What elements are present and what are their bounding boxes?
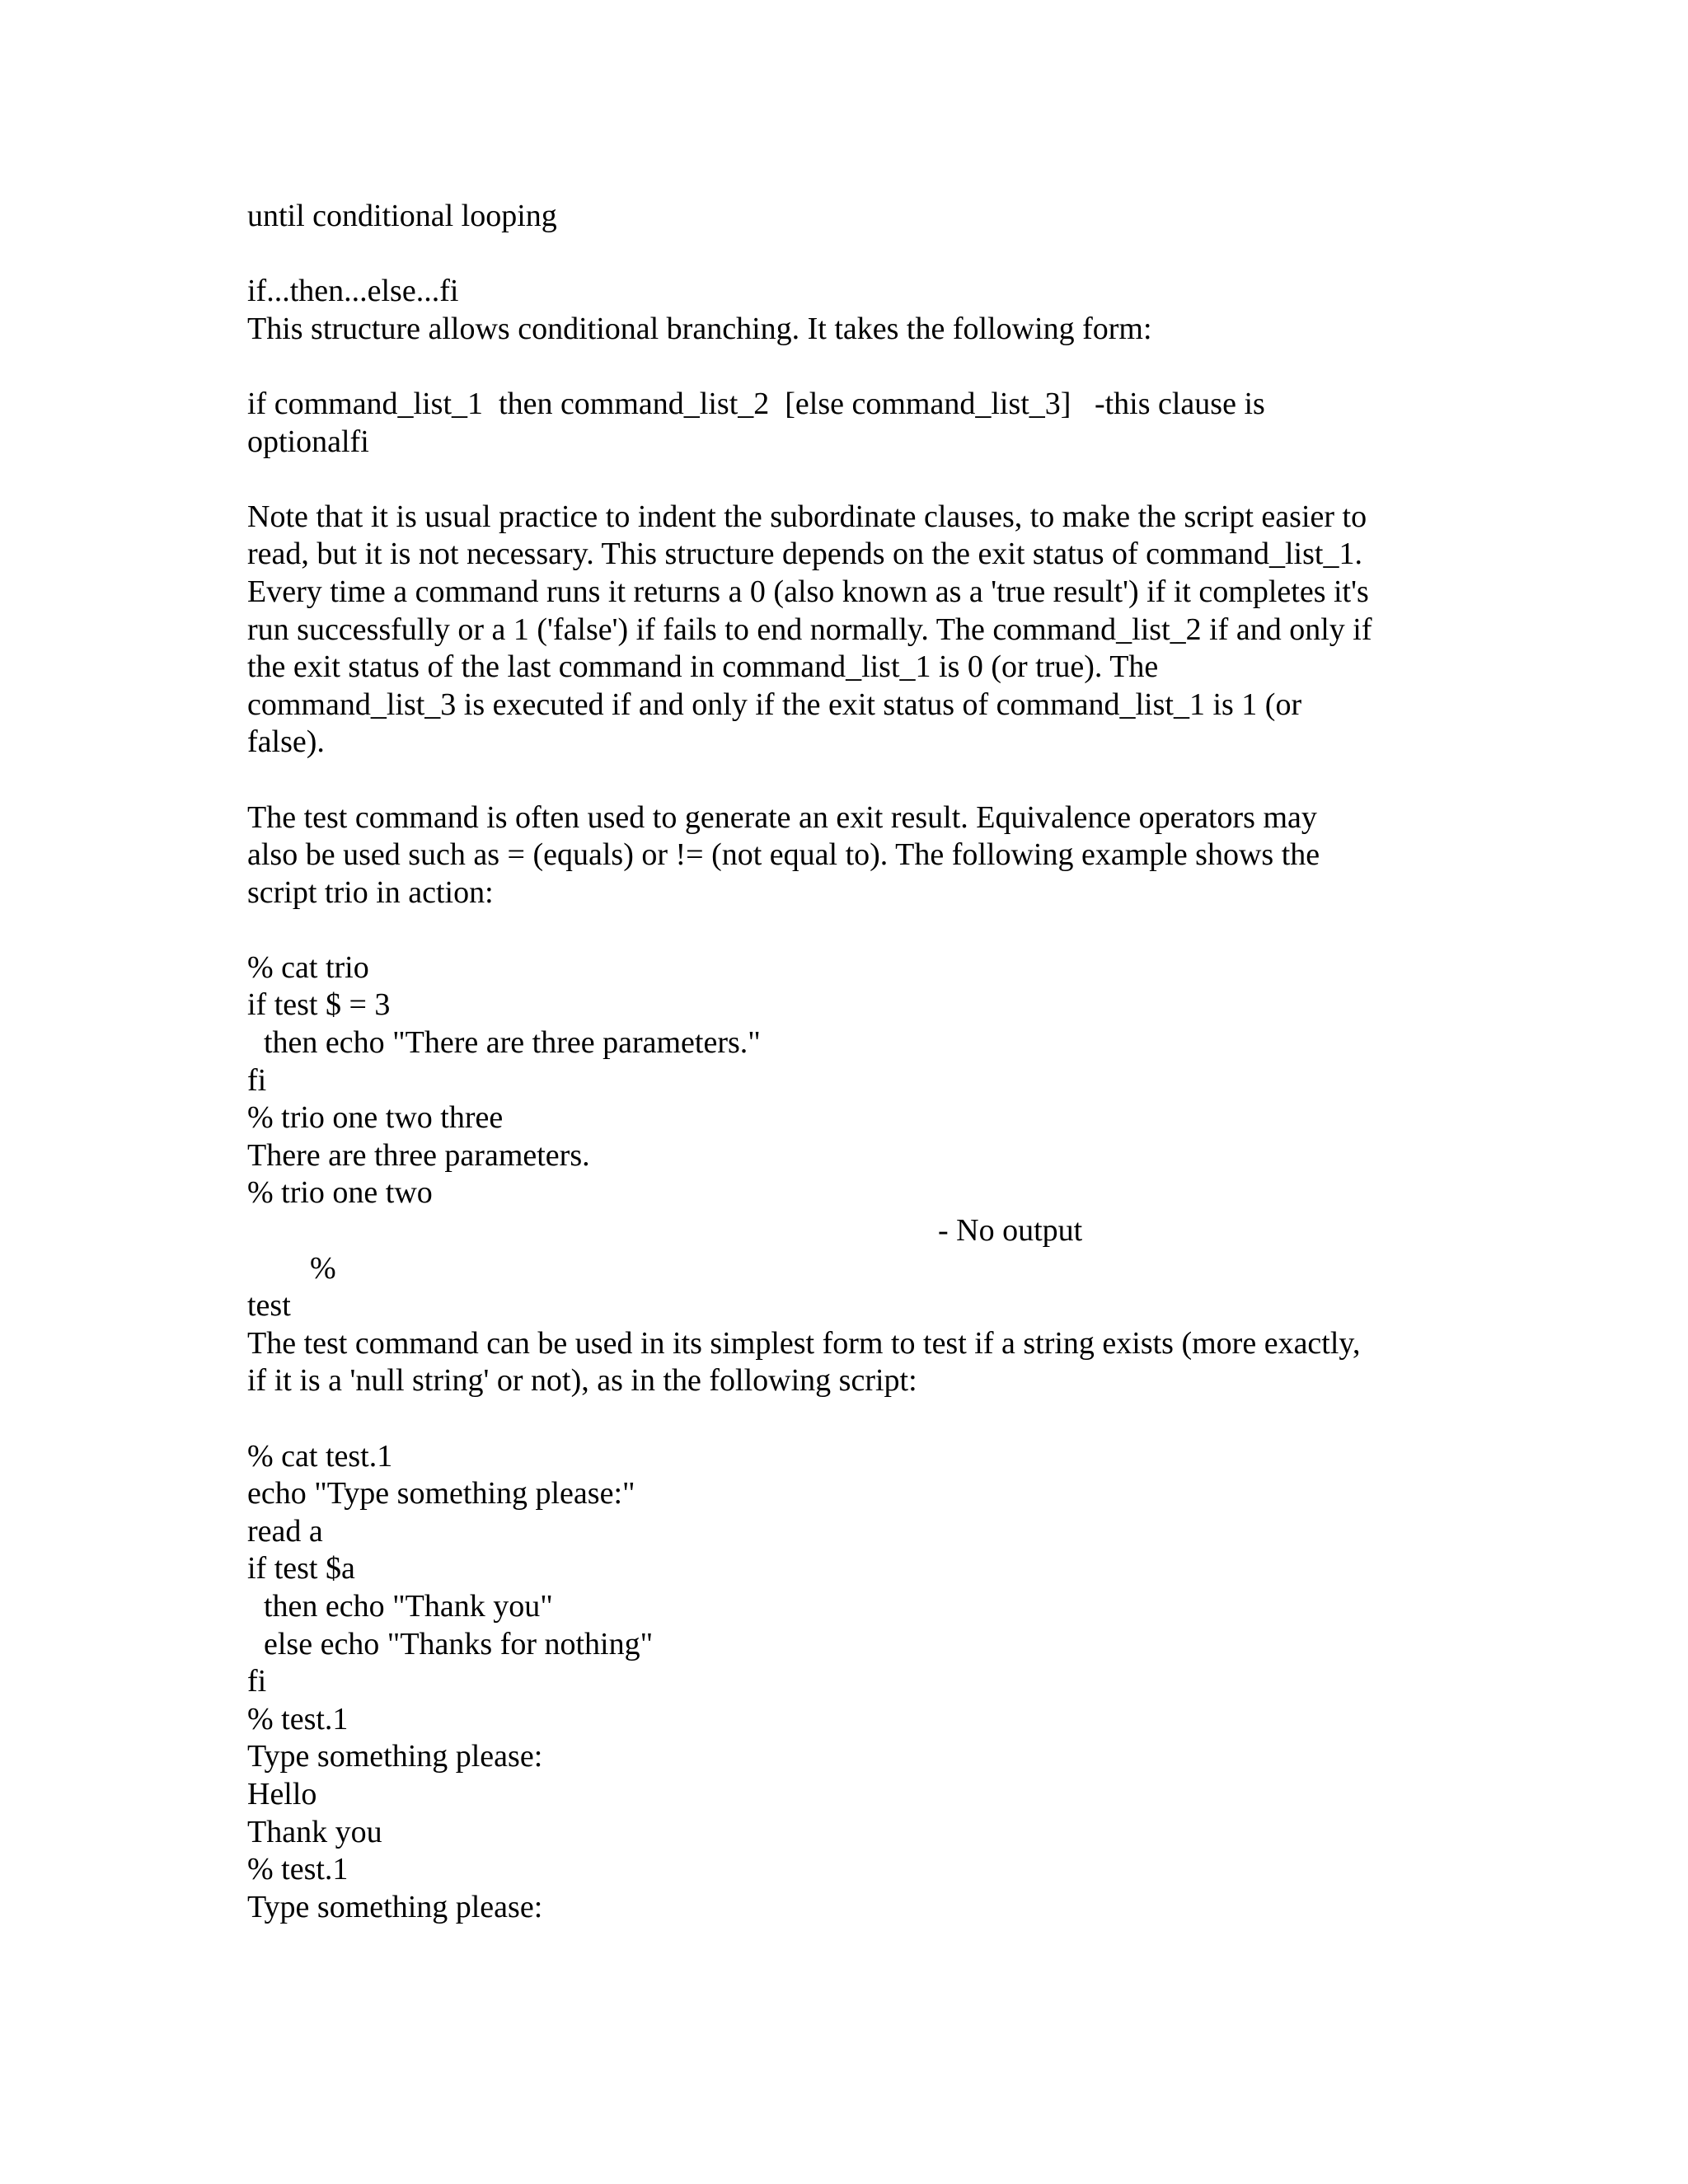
test-desc-paragraph [247, 1325, 1451, 1400]
spacer [247, 348, 1451, 386]
code-line: % trio one two three [247, 1100, 504, 1136]
test-intro-paragraph [247, 799, 1451, 912]
code-line: Hello [247, 1776, 317, 1811]
note-line: Note that it is usual practice to indent the subordinate clauses, to make the script easier to [247, 499, 1367, 534]
code-line: echo "Type something please:" [247, 1476, 635, 1511]
code-line: then echo "There are three parameters." [264, 1025, 761, 1061]
code-line: % test.1 [247, 1701, 349, 1736]
document-body [247, 198, 1451, 1926]
code-line: fi [247, 1062, 267, 1098]
test-desc-line: The test command can be used in its simplest form to test if a string exists (more exactly, [247, 1325, 1361, 1361]
if-form-line-1: if command_list_1 then command_list_2 [else command_list_3] -this clause is [247, 386, 1265, 421]
test-desc-line: if it is a 'null string' or not), as in the following script: [247, 1363, 917, 1399]
note-line: command_list_3 is executed if and only if the exit status of command_list_1 is 1 (or [247, 687, 1302, 722]
code-line: % trio one two [247, 1175, 433, 1211]
test1-example-block [247, 1438, 1451, 1927]
note-line: false). [247, 724, 325, 760]
if-intro-text: This structure allows conditional branching. It takes the following form: [247, 311, 1152, 346]
spacer [247, 912, 1451, 949]
code-line: Type something please: [247, 1739, 543, 1774]
no-output-row [247, 1212, 1451, 1286]
no-output-note: - No output [938, 1213, 1083, 1249]
heading-if-then-else: if...then...else...fi [247, 274, 459, 309]
code-line: Thank you [247, 1814, 382, 1849]
heading-until: until conditional looping [247, 199, 557, 233]
code-line: then echo "Thank you" [264, 1588, 553, 1624]
note-line: Every time a command runs it returns a 0 (also known as a 'true result') if it completes it's [247, 574, 1369, 609]
test-intro-line: script trio in action: [247, 874, 494, 910]
code-line: if test $a [247, 1551, 355, 1586]
code-line: % test.1 [247, 1852, 349, 1887]
note-line: read, but it is not necessary. This structure depends on the exit status of command_list_1. [247, 537, 1362, 572]
spacer [247, 1250, 1451, 1288]
code-line: fi [247, 1664, 267, 1699]
code-line: % cat trio [247, 949, 369, 985]
spacer [247, 236, 1451, 274]
code-line: % cat test.1 [247, 1438, 393, 1474]
test-intro-line: The test command is often used to generate an exit result. Equivalence operators may [247, 799, 1317, 835]
note-paragraph [247, 499, 1451, 762]
spacer [247, 461, 1451, 499]
trio-example-block [247, 949, 1451, 1286]
spacer [247, 1400, 1451, 1438]
code-line: else echo "Thanks for nothing" [264, 1626, 654, 1661]
code-line: There are three parameters. [247, 1137, 590, 1173]
prompt-symbol: % [310, 1250, 336, 1286]
code-line: Type something please: [247, 1889, 543, 1924]
note-line: the exit status of the last command in command_list_1 is 0 (or true). The [247, 649, 1159, 685]
spacer [247, 762, 1451, 799]
note-line: run successfully or a 1 ('false') if fails to end normally. The command_list_2 if and only if [247, 612, 1372, 647]
if-form-line-2: optionalfi [247, 424, 369, 459]
code-line: if test $ = 3 [247, 987, 391, 1023]
heading-test: test [247, 1288, 291, 1324]
test-intro-line: also be used such as = (equals) or != (not equal to). The following example shows the [247, 837, 1320, 873]
code-line: read a [247, 1513, 323, 1549]
